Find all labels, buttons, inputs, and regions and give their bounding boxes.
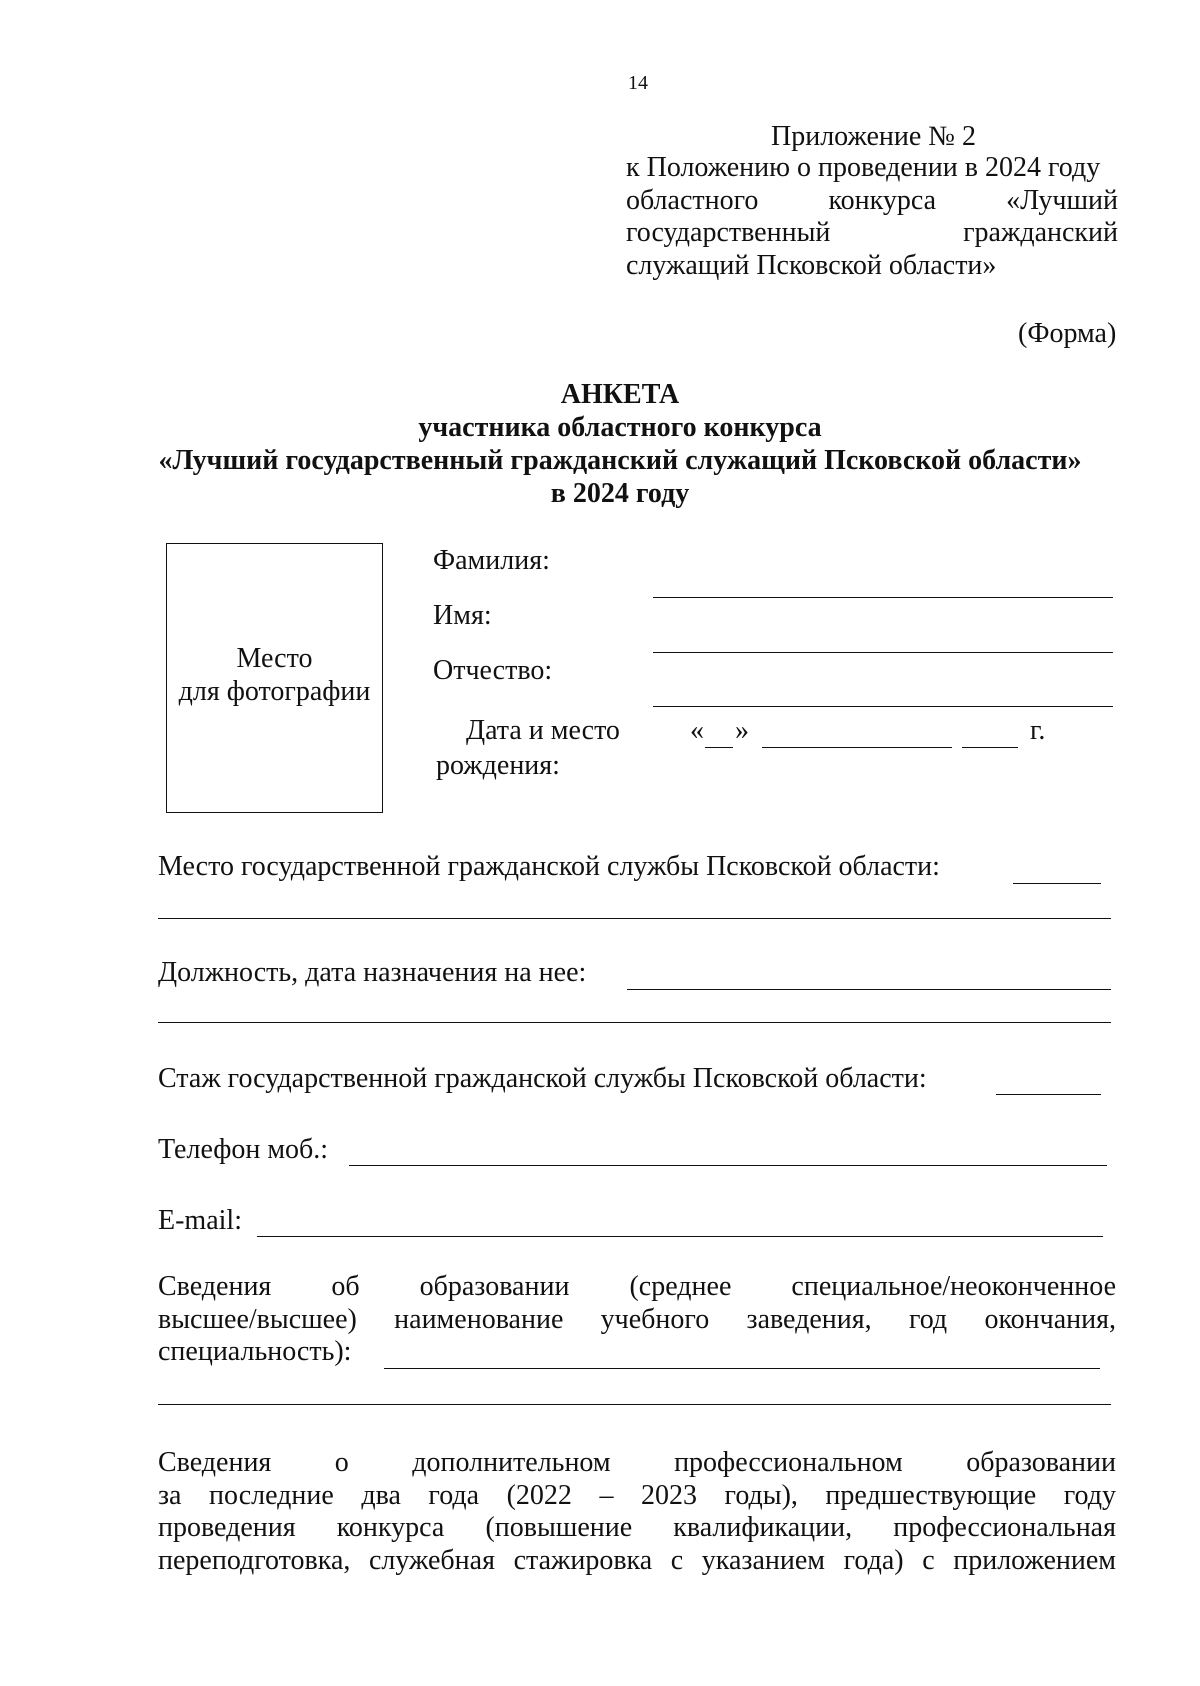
page-number: 14 (628, 72, 648, 94)
birth-day-close-quote: » (735, 715, 749, 746)
additional-education-line: за последние два года (2022 – 2023 годы), предшествующие году (158, 1479, 1116, 1511)
additional-education-line: Сведения о дополнительном профессиональном образовании (158, 1447, 1116, 1478)
patronymic-label: Отчество: (433, 655, 553, 686)
birth-month-line[interactable] (762, 747, 952, 748)
heading-subtitle: участника областного конкурса (418, 412, 822, 443)
phone-label: Телефон моб.: (158, 1134, 329, 1165)
additional-education-line: переподготовка, служебная стажировка с указанием года) с приложением (158, 1544, 1116, 1576)
birth-day-line[interactable] (705, 747, 733, 748)
heading-year: в 2024 году (550, 478, 690, 509)
appendix-line: к Положению о проведении в 2024 году (626, 152, 1101, 183)
education-line-field[interactable] (384, 1368, 1100, 1369)
photo-label-line: Место (236, 643, 313, 674)
photo-label-line: для фотографии (178, 676, 371, 707)
name-label: Имя: (433, 600, 492, 631)
education-line-field-2[interactable] (158, 1404, 1111, 1405)
experience-label: Стаж государственной гражданской службы Псковской области: (158, 1063, 927, 1094)
appendix-line: государственный гражданский (626, 217, 1118, 248)
patronymic-line[interactable] (653, 706, 1113, 707)
additional-education-paragraph (158, 1447, 1116, 1577)
phone-line[interactable] (349, 1165, 1107, 1166)
appendix-line: областного конкурса «Лучший (626, 184, 1118, 216)
birth-year-line[interactable] (962, 747, 1018, 748)
education-line: специальность): (158, 1336, 352, 1367)
position-line[interactable] (627, 989, 1111, 990)
position-label: Должность, дата назначения на нее: (158, 957, 587, 988)
surname-label: Фамилия: (433, 545, 550, 576)
photo-label (166, 642, 383, 708)
education-line: высшее/высшее) наименование учебного заведения, год окончания, (158, 1303, 1116, 1335)
form-heading (120, 378, 1120, 510)
experience-line[interactable] (996, 1094, 1101, 1095)
additional-education-line: проведения конкурса (повышение квалификации, профессиональная (158, 1512, 1116, 1543)
position-line-2[interactable] (158, 1022, 1111, 1023)
service-place-label: Место государственной гражданской службы Псковской области: (158, 851, 940, 882)
appendix-reference (626, 152, 1118, 282)
education-paragraph (158, 1271, 1116, 1369)
appendix-title: Приложение № 2 (771, 121, 976, 152)
name-line[interactable] (653, 652, 1113, 653)
birth-label-line2: рождения: (436, 750, 560, 781)
birth-day-open-quote: « (690, 715, 704, 746)
email-line[interactable] (257, 1236, 1103, 1237)
heading-contest-name: «Лучший государственный гражданский служащий Псковской области» (158, 445, 1082, 476)
heading-title: АНКЕТА (560, 379, 680, 410)
service-place-line[interactable] (1013, 883, 1101, 884)
service-place-line-2[interactable] (158, 918, 1111, 919)
email-label: E-mail: (158, 1205, 242, 1236)
education-line: Сведения об образовании (среднее специальное/неоконченное (158, 1271, 1116, 1302)
surname-line[interactable] (653, 597, 1113, 598)
birth-year-suffix: г. (1030, 715, 1046, 746)
form-note: (Форма) (1018, 318, 1117, 349)
birth-label-line1: Дата и место (466, 715, 620, 746)
appendix-line: служащий Псковской области» (626, 249, 997, 281)
